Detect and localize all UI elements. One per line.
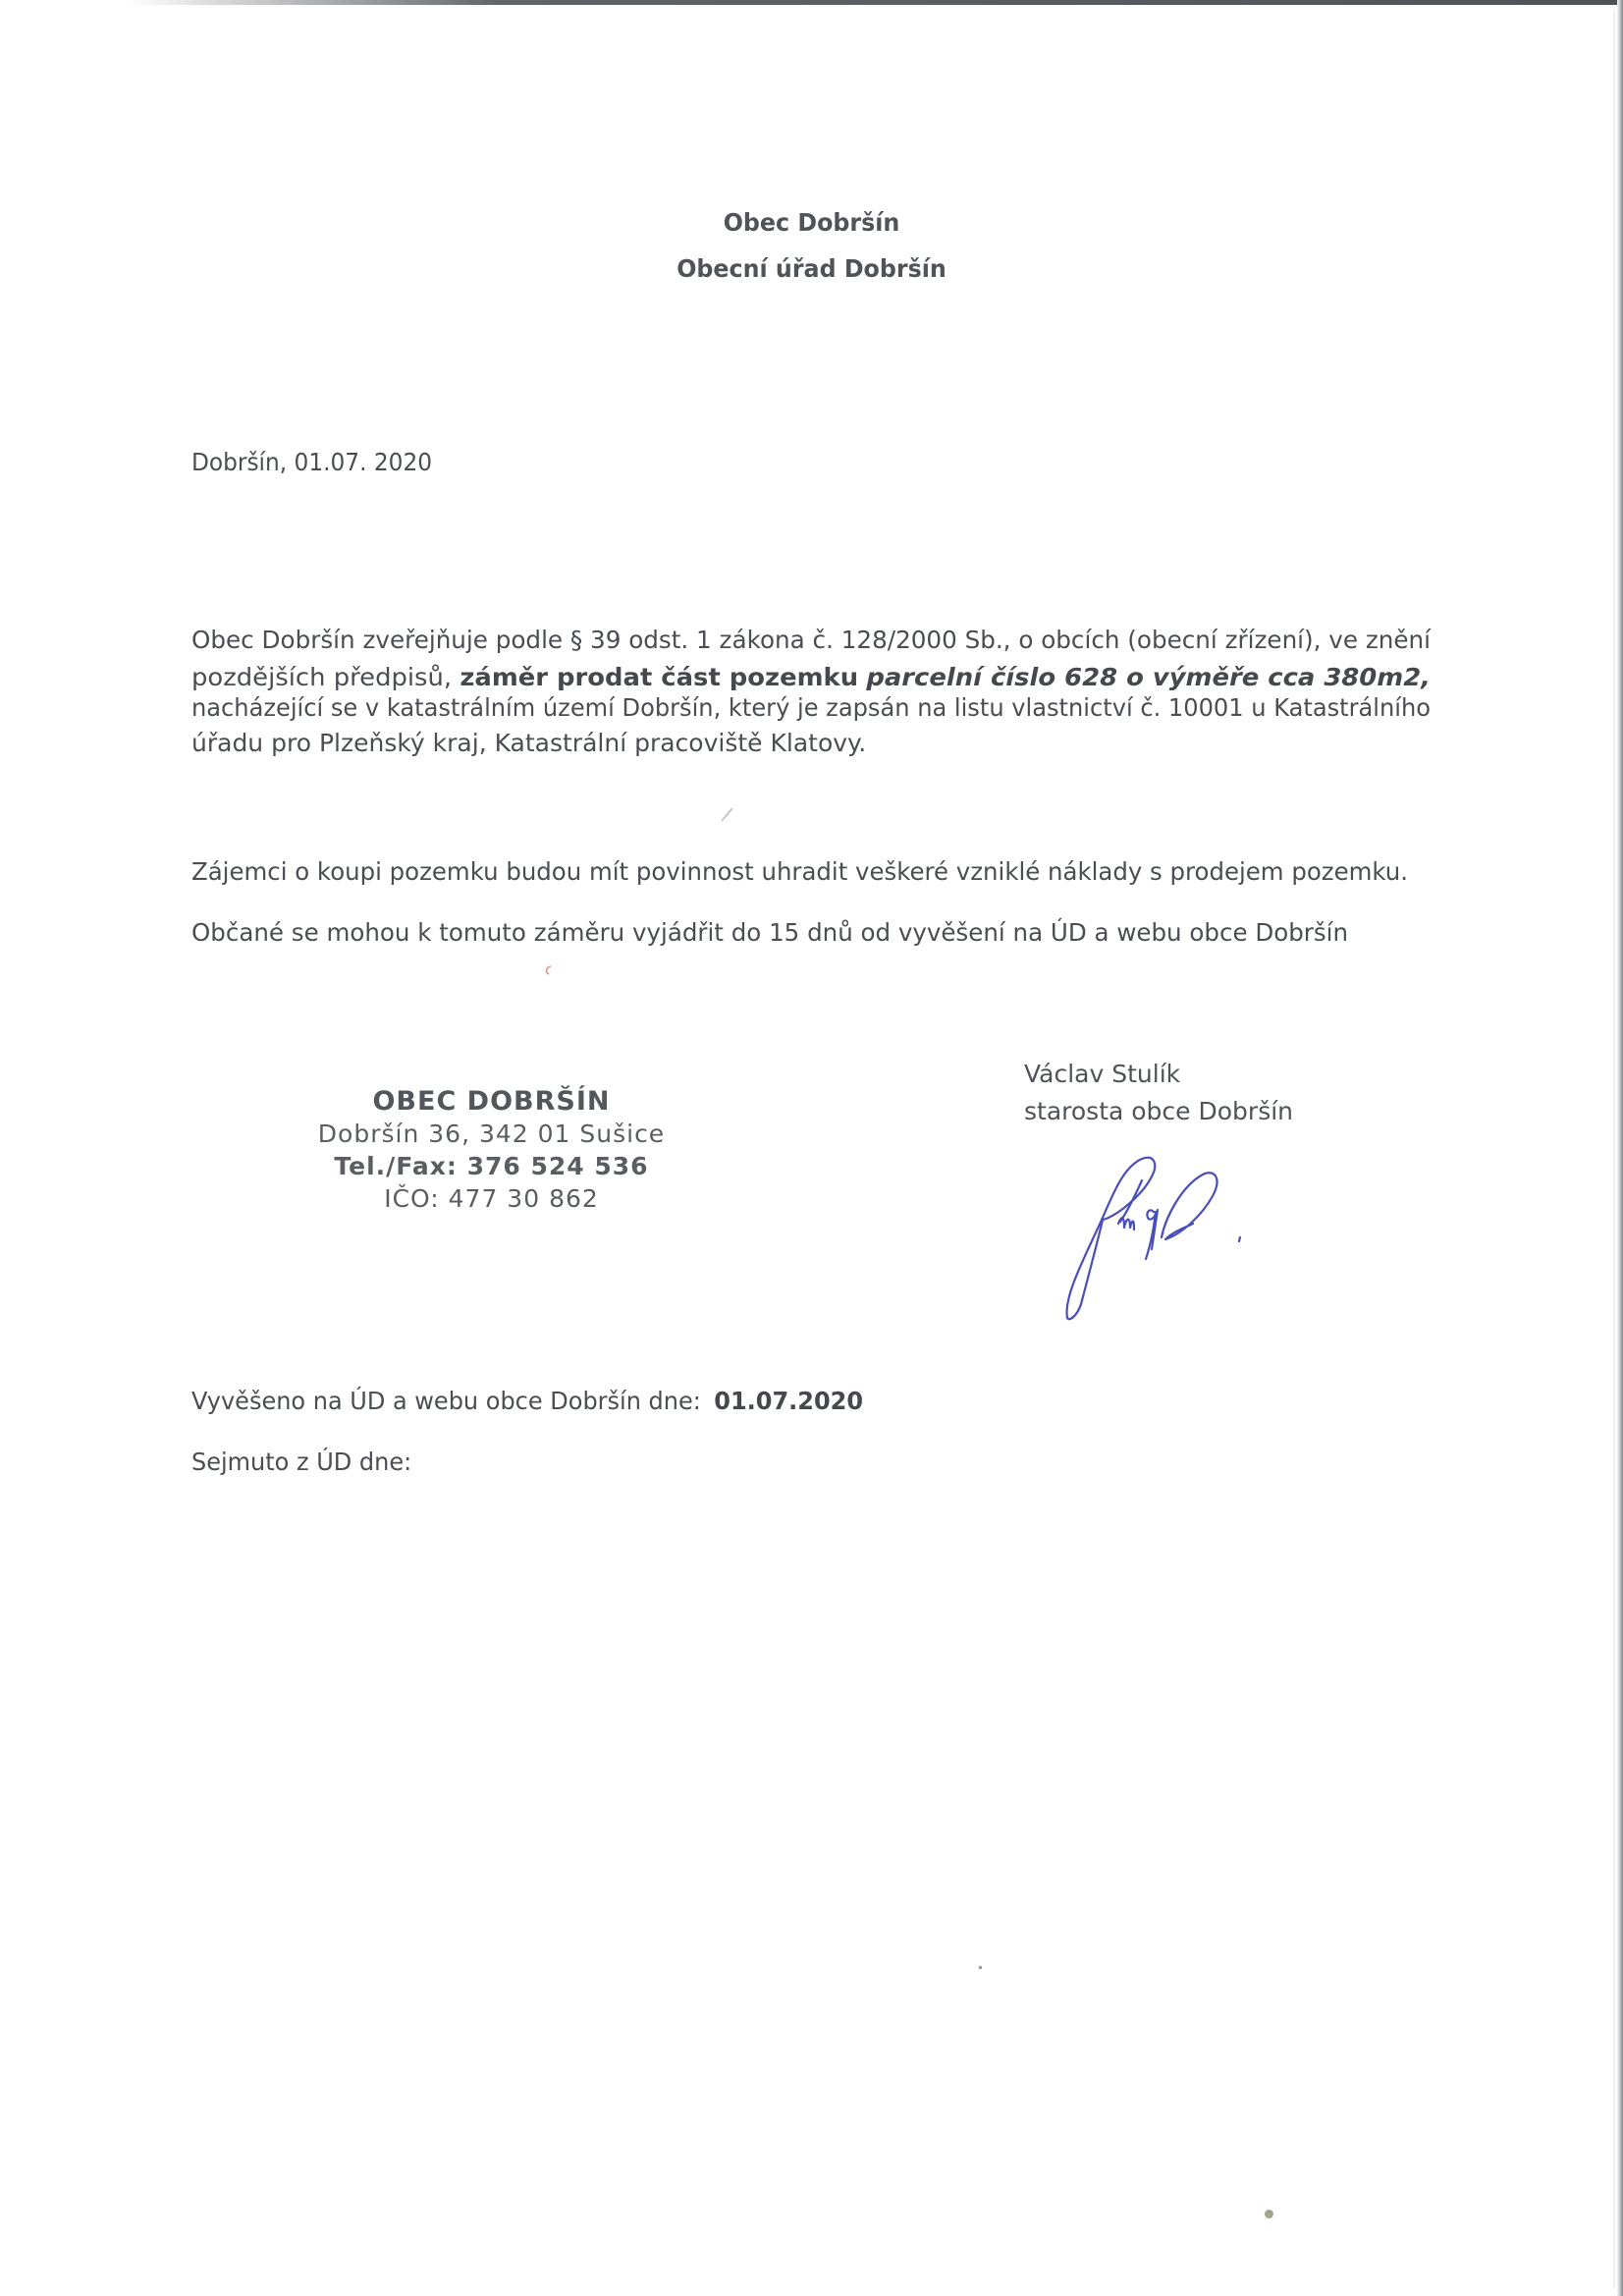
stamp-name: OBEC DOBRŠÍN xyxy=(372,1086,611,1117)
signature-stroke-g xyxy=(1146,1210,1158,1259)
costs-note: Zájemci o koupi pozemku budou mít povinnost uhradit veškeré vzniklé náklady s prodejem pozemku. xyxy=(191,857,1408,886)
signature-stroke-hook xyxy=(1120,1180,1142,1222)
scan-edge-right xyxy=(1617,0,1623,2296)
paragraph-line-1 xyxy=(191,626,1431,654)
handwritten-signature xyxy=(1055,1139,1271,1326)
comment-note: Občané se mohou k tomuto záměru vyjádřit do 15 dnů od vyvěšení na ÚD a webu obce Dobršín xyxy=(191,918,1348,947)
document-header-subtitle xyxy=(0,254,1623,283)
line2-plain: pozdějších předpisů, xyxy=(191,663,453,691)
scan-edge-top xyxy=(128,0,1623,5)
stamp-ico: IČO: 477 30 862 xyxy=(384,1184,599,1213)
red-pen-mark xyxy=(540,962,556,978)
signature-stroke-stem xyxy=(1067,1220,1103,1319)
paragraph-line-2-text xyxy=(191,663,1431,691)
municipal-stamp xyxy=(312,1085,671,1215)
signature-stroke-d xyxy=(1162,1173,1217,1239)
paragraph-line-4-text: úřadu pro Plzeňský kraj, Katastrální pracoviště Klatovy. xyxy=(191,729,867,757)
speck-mark xyxy=(979,1966,982,1969)
header-subtitle-text: Obecní úřad Dobršín xyxy=(676,254,947,283)
scan-edge-right-inner xyxy=(1613,10,1615,2288)
paragraph-line-1-text: Obec Dobršín zveřejňuje podle § 39 odst. 1 zákona č. 128/2000 Sb., o obcích (obecní zřízení), ve znění xyxy=(191,626,1431,654)
paragraph-line-3 xyxy=(191,693,1431,722)
signatory-block xyxy=(1024,1056,1293,1130)
signature-stroke-dot xyxy=(1239,1237,1240,1241)
header-title-text: Obec Dobršín xyxy=(723,208,900,237)
posted-label: Vyvěšeno na ÚD a webu obce Dobršín dne: xyxy=(191,1387,701,1415)
document-header-title xyxy=(0,208,1623,237)
paragraph-line-3-text: nacházející se v katastrálním území Dobršín, který je zapsán na listu vlastnictví č. 10001 u Katastrálního xyxy=(191,693,1431,722)
speck-mark xyxy=(1265,2210,1273,2218)
signatory-name: Václav Stulík xyxy=(1024,1060,1181,1088)
pen-mark xyxy=(717,805,736,825)
signature-stroke-letters xyxy=(1118,1218,1134,1230)
posted-line xyxy=(191,1387,863,1415)
removed-line: Sejmuto z ÚD dne: xyxy=(191,1448,412,1476)
signatory-role: starosta obce Dobršín xyxy=(1024,1097,1294,1125)
stamp-tel: Tel./Fax: 376 524 536 xyxy=(334,1152,649,1180)
date-line: Dobršín, 01.07. 2020 xyxy=(191,448,433,476)
paragraph-line-2 xyxy=(191,663,1431,691)
paragraph-line-4 xyxy=(191,729,1431,757)
line2-bold-intent: záměr prodat část pozemku xyxy=(460,663,859,691)
posted-date: 01.07.2020 xyxy=(714,1387,864,1415)
stamp-address: Dobršín 36, 342 01 Sušice xyxy=(317,1120,666,1148)
line2-parcel-details: parcelní číslo 628 o výměře cca 380m2, xyxy=(866,663,1431,691)
